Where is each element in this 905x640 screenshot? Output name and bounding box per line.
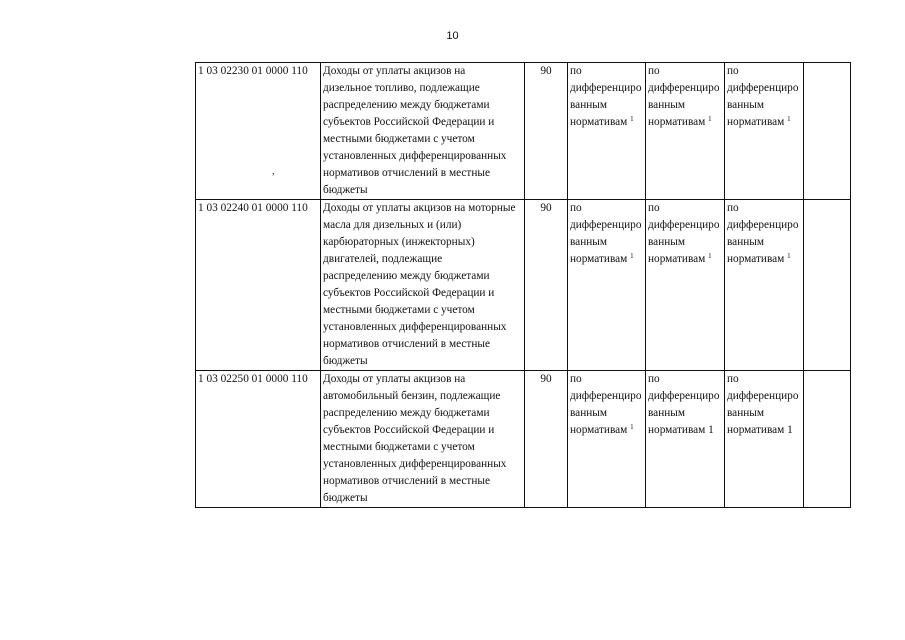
norm-line: по: [727, 65, 739, 77]
page-number: 10: [446, 30, 459, 42]
norm-line: ванным: [648, 407, 686, 419]
footnote-mark: 1: [630, 115, 634, 123]
norm-line: ванным: [727, 99, 765, 111]
norm-line: ванным: [648, 236, 686, 248]
budget-revenue-table: [195, 62, 851, 508]
description-line: установленных дифференцированных: [323, 150, 507, 162]
norm-line: [648, 251, 722, 268]
table-row: [196, 371, 851, 508]
norm-line: [570, 114, 643, 131]
footnote-mark: 1: [630, 252, 634, 260]
norm-cell: [646, 200, 725, 371]
footnote-mark: 1: [708, 252, 712, 260]
norm-cell: [568, 200, 646, 371]
norm-text: нормативам: [570, 253, 628, 265]
description-line: распределению между бюджетами: [323, 407, 490, 419]
norm-line: дифференциро: [648, 82, 720, 94]
description-line: Доходы от уплаты акцизов на: [323, 373, 466, 385]
description-line: установленных дифференцированных: [323, 458, 507, 470]
norm-line: дифференциро: [570, 390, 642, 402]
description-line: Доходы от уплаты акцизов на моторные: [323, 202, 516, 214]
description-line: дизельное топливо, подлежащие: [323, 82, 480, 94]
description-line: автомобильный бензин, подлежащие: [323, 390, 501, 402]
description-line: карбюраторных (инжекторных): [323, 236, 475, 248]
norm-cell: [646, 371, 725, 508]
norm-text: нормативам: [648, 116, 706, 128]
norm-line: ванным: [727, 407, 765, 419]
norm-line: дифференциро: [727, 219, 799, 231]
norm-line: [570, 251, 643, 268]
description-line: субъектов Российской Федерации и: [323, 287, 495, 299]
norm-line: дифференциро: [648, 390, 720, 402]
norm-cell: [568, 371, 646, 508]
norm-line: нормативам 1: [727, 424, 793, 436]
revenue-code: 1 03 02230 01 0000 110: [196, 63, 321, 200]
standard-value: 90: [525, 371, 568, 508]
norm-line: [648, 114, 722, 131]
norm-text: нормативам: [727, 253, 785, 265]
standard-value: 90: [525, 63, 568, 200]
norm-line: по: [570, 65, 582, 77]
norm-text: нормативам: [727, 116, 785, 128]
footnote-mark: 1: [630, 423, 634, 431]
description-line: распределению между бюджетами: [323, 99, 490, 111]
revenue-description: [321, 200, 525, 371]
norm-line: по: [648, 65, 660, 77]
norm-text: нормативам: [648, 253, 706, 265]
description-line: местными бюджетами с учетом: [323, 133, 475, 145]
table-row: [196, 63, 851, 200]
description-line: местными бюджетами с учетом: [323, 441, 475, 453]
description-line: двигателей, подлежащие: [323, 253, 443, 265]
norm-cell: [725, 63, 804, 200]
description-line: распределению между бюджетами: [323, 270, 490, 282]
norm-line: по: [648, 202, 660, 214]
norm-line: дифференциро: [648, 219, 720, 231]
description-line: нормативов отчислений в местные: [323, 338, 491, 350]
footnote-mark: 1: [787, 252, 791, 260]
norm-line: ванным: [727, 236, 765, 248]
norm-line: дифференциро: [727, 390, 799, 402]
norm-line: по: [727, 373, 739, 385]
description-line: местными бюджетами с учетом: [323, 304, 475, 316]
table-row: [196, 200, 851, 371]
description-line: бюджеты: [323, 184, 368, 196]
description-line: бюджеты: [323, 355, 368, 367]
empty-cell: [804, 63, 851, 200]
empty-cell: [804, 371, 851, 508]
norm-cell: [646, 63, 725, 200]
empty-cell: [804, 200, 851, 371]
revenue-description: [321, 63, 525, 200]
description-line: установленных дифференцированных: [323, 321, 507, 333]
norm-line: нормативам 1: [648, 424, 714, 436]
description-line: нормативов отчислений в местные: [323, 167, 491, 179]
norm-line: дифференциро: [727, 82, 799, 94]
description-line: нормативов отчислений в местные: [323, 475, 491, 487]
norm-line: дифференциро: [570, 219, 642, 231]
norm-line: [570, 422, 643, 439]
norm-text: нормативам: [570, 424, 628, 436]
description-line: бюджеты: [323, 492, 368, 504]
description-line: субъектов Российской Федерации и: [323, 424, 495, 436]
norm-line: [727, 114, 801, 131]
norm-line: по: [648, 373, 660, 385]
norm-line: по: [570, 202, 582, 214]
norm-line: по: [570, 373, 582, 385]
description-line: Доходы от уплаты акцизов на: [323, 65, 466, 77]
revenue-code: 1 03 02250 01 0000 110: [196, 371, 321, 508]
description-line: субъектов Российской Федерации и: [323, 116, 495, 128]
norm-line: ванным: [648, 99, 686, 111]
norm-cell: [568, 63, 646, 200]
norm-line: [727, 251, 801, 268]
norm-cell: [725, 371, 804, 508]
table-body: [196, 63, 851, 508]
norm-line: по: [727, 202, 739, 214]
norm-line: ванным: [570, 99, 608, 111]
norm-text: нормативам: [570, 116, 628, 128]
norm-line: ванным: [570, 236, 608, 248]
revenue-code: 1 03 02240 01 0000 110: [196, 200, 321, 371]
norm-line: ванным: [570, 407, 608, 419]
revenue-description: [321, 371, 525, 508]
footnote-mark: 1: [787, 115, 791, 123]
footnote-mark: 1: [708, 115, 712, 123]
stray-scan-mark: ,: [272, 166, 275, 177]
standard-value: 90: [525, 200, 568, 371]
norm-line: дифференциро: [570, 82, 642, 94]
norm-cell: [725, 200, 804, 371]
description-line: масла для дизельных и (или): [323, 219, 462, 231]
